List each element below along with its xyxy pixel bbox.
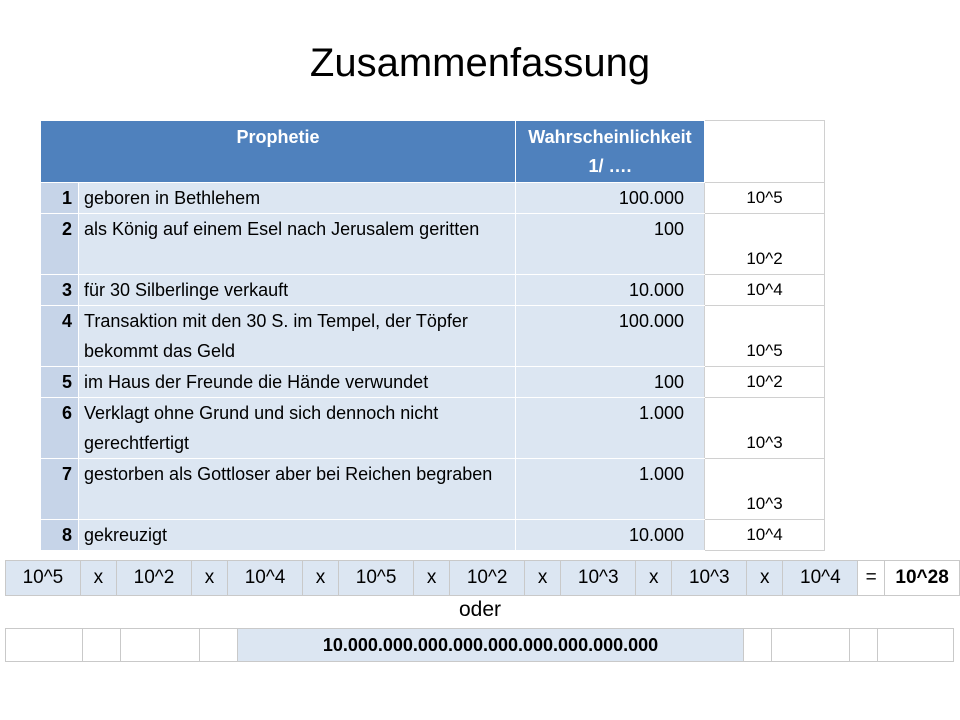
probability-value: 10.000 [516, 275, 705, 306]
prophecy-text: als König auf einem Esel nach Jerusalem geritten [79, 214, 516, 275]
equals-sign: = [858, 561, 885, 596]
product-term: 10^2 [450, 561, 525, 596]
times-operator: x [191, 561, 227, 596]
probability-value: 100.000 [516, 306, 705, 367]
page-title: Zusammenfassung [309, 41, 651, 85]
table-row [41, 520, 825, 551]
product-term: 10^2 [117, 561, 192, 596]
header-probability-line2: 1/ …. [588, 156, 632, 176]
probability-value: 100 [516, 367, 705, 398]
prophecy-text: gekreuzigt [79, 520, 516, 551]
row-number: 8 [41, 520, 79, 551]
row-number: 5 [41, 367, 79, 398]
table-row [41, 214, 825, 275]
header-probability-line1: Wahrscheinlichkeit [528, 127, 692, 147]
probability-value: 100 [516, 214, 705, 275]
product-row [5, 560, 960, 596]
empty-cell [850, 629, 878, 662]
prophecy-text: gestorben als Gottloser aber bei Reichen begraben [79, 459, 516, 520]
times-operator: x [413, 561, 449, 596]
prophecy-text: Verklagt ohne Grund und sich dennoch nicht gerechtfertigt [79, 398, 516, 459]
row-number: 6 [41, 398, 79, 459]
table-row [41, 275, 825, 306]
empty-cell [200, 629, 238, 662]
table-row [41, 459, 825, 520]
table-row [41, 183, 825, 214]
empty-cell [878, 629, 954, 662]
prophecy-text: für 30 Silberlinge verkauft [79, 275, 516, 306]
prophecy-text: im Haus der Freunde die Hände verwundet [79, 367, 516, 398]
table-row [41, 367, 825, 398]
table-row [41, 398, 825, 459]
empty-cell [6, 629, 83, 662]
probability-value: 100.000 [516, 183, 705, 214]
product-term: 10^5 [6, 561, 81, 596]
exponent-value: 10^5 [705, 183, 825, 214]
exponent-value: 10^2 [705, 214, 825, 275]
full-number-row [5, 628, 954, 662]
empty-cell [744, 629, 772, 662]
full-number: 10.000.000.000.000.000.000.000.000.000 [238, 629, 744, 662]
row-number: 4 [41, 306, 79, 367]
row-number: 7 [41, 459, 79, 520]
exponent-value: 10^5 [705, 306, 825, 367]
times-operator: x [525, 561, 561, 596]
row-number: 2 [41, 214, 79, 275]
header-probability [516, 121, 705, 183]
empty-cell [121, 629, 200, 662]
product-term: 10^3 [672, 561, 747, 596]
exponent-value: 10^2 [705, 367, 825, 398]
product-term: 10^4 [783, 561, 858, 596]
empty-cell [83, 629, 121, 662]
probability-value: 1.000 [516, 398, 705, 459]
header-prophecy: Prophetie [41, 121, 516, 183]
times-operator: x [747, 561, 783, 596]
product-term: 10^5 [339, 561, 414, 596]
header-blank [705, 121, 825, 183]
times-operator: x [636, 561, 672, 596]
product-result: 10^28 [885, 561, 960, 596]
exponent-value: 10^3 [705, 459, 825, 520]
times-operator: x [302, 561, 338, 596]
empty-cell [772, 629, 850, 662]
product-term: 10^4 [228, 561, 303, 596]
prophecy-text: Transaktion mit den 30 S. im Tempel, der Töpfer bekommt das Geld [79, 306, 516, 367]
table-row [41, 306, 825, 367]
exponent-value: 10^4 [705, 520, 825, 551]
product-term: 10^3 [561, 561, 636, 596]
row-number: 3 [41, 275, 79, 306]
row-number: 1 [41, 183, 79, 214]
times-operator: x [80, 561, 116, 596]
probability-value: 10.000 [516, 520, 705, 551]
prophecy-text: geboren in Bethlehem [79, 183, 516, 214]
exponent-value: 10^3 [705, 398, 825, 459]
oder-label: oder [458, 598, 502, 621]
probability-value: 1.000 [516, 459, 705, 520]
prophecy-table [40, 120, 825, 551]
exponent-value: 10^4 [705, 275, 825, 306]
